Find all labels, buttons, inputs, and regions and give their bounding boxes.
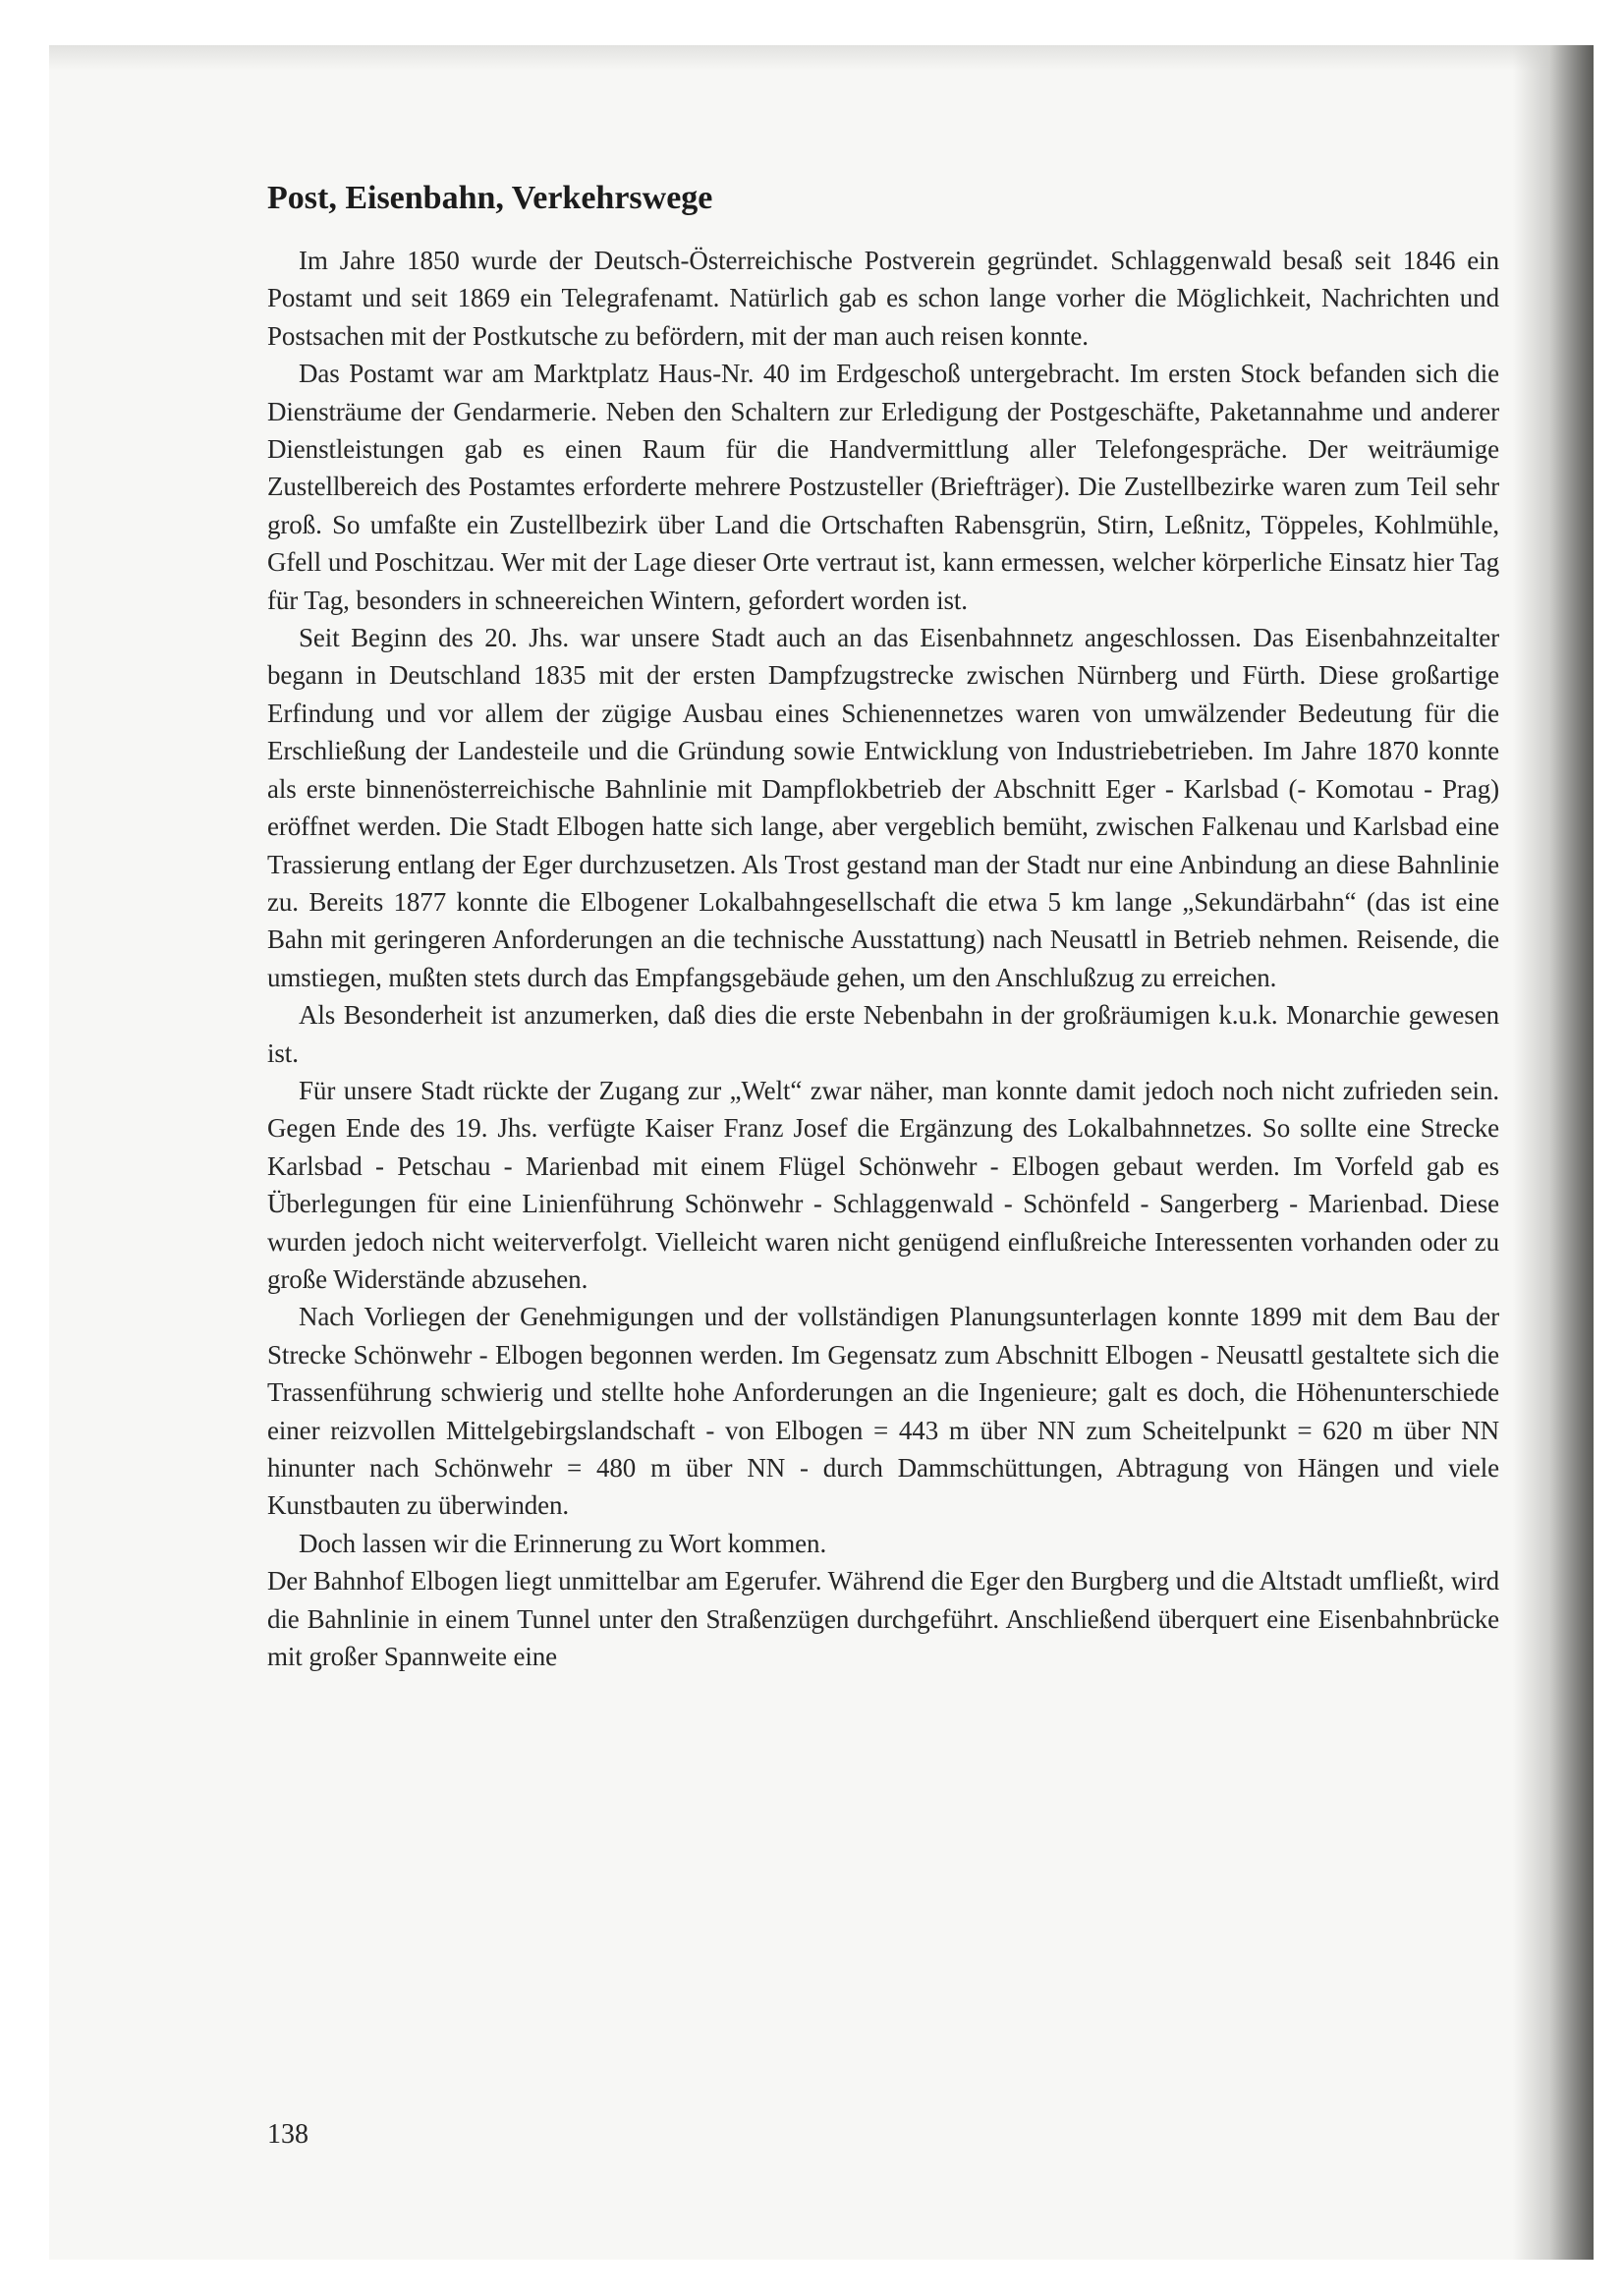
paragraph: Doch lassen wir die Erinnerung zu Wort kommen. xyxy=(299,1528,827,1558)
paragraph: Für unsere Stadt rückte der Zugang zur „Welt“ zwar näher, man konnte damit jedoch noch nicht zufrieden sein. Gegen Ende des 19. Jhs. verfügte Kaiser Franz Josef die Ergänzung des Lokalbahnnetzes. So sollte eine Strecke Karlsbad - Petschau - Marienbad mit einem Flügel Schönwehr - Elbogen gebaut werden. Im Vorfeld gab es Überlegungen für eine Linienführung Schönwehr - Schlaggenwald - Schönfeld - Sangerberg - Marienbad. Diese wurden jedoch nicht weiterverfolgt. Vielleicht waren nicht genügend einflußreiche Interessenten vorhanden oder zu große Widerstände abzusehen. xyxy=(267,1075,1499,1294)
paragraph: Der Bahnhof Elbogen liegt unmittelbar am Egerufer. Während die Eger den Burgberg und die Altstadt umfließt, wird die Bahnlinie in einem Tunnel unter den Straßenzügen durchgeführt. Anschließend überquert eine Eisenbahnbrücke mit großer Spannweite eine xyxy=(267,1566,1499,1672)
scan-top-shadow xyxy=(49,45,1594,71)
paragraph: Im Jahre 1850 wurde der Deutsch-Österreichische Postverein gegründet. Schlaggenwald besaß seit 1846 ein Postamt und seit 1869 ein Telegrafenamt. Natürlich gab es schon lange vorher die Möglichkeit, Nachrichten und Postsachen mit der Postkutsche zu befördern, mit der man auch reisen konnte. xyxy=(267,246,1499,351)
paragraph: Das Postamt war am Marktplatz Haus-Nr. 40 im Erdgeschoß untergebracht. Im ersten Stock befanden sich die Diensträume der Gendarmerie. Neben den Schaltern zur Erledigung der Postgeschäfte, Paketannahme und anderer Dienstleistungen gab es einen Raum für die Handvermittlung aller Telefongespräche. Der weiträumige Zustellbereich des Postamtes erforderte mehrere Postzusteller (Briefträger). Die Zustellbezirke waren zum Teil sehr groß. So umfaßte ein Zustellbezirk über Land die Ortschaften Rabensgrün, Stirn, Leßnitz, Töppeles, Kohlmühle, Gfell und Poschitzau. Wer mit der Lage dieser Orte vertraut ist, kann ermessen, welcher körperliche Einsatz hier Tag für Tag, besonders in schneereichen Wintern, gefordert worden ist. xyxy=(267,359,1499,615)
page-content xyxy=(267,177,1499,1675)
book-gutter-shadow xyxy=(1513,45,1594,2260)
section-heading: Post, Eisenbahn, Verkehrswege xyxy=(267,180,713,216)
body-text xyxy=(267,242,1499,1675)
paragraph: Seit Beginn des 20. Jhs. war unsere Stadt auch an das Eisenbahnnetz angeschlossen. Das Eisenbahnzeitalter begann in Deutschland 1835 mit der ersten Dampfzugstrecke zwischen Nürnberg und Fürth. Diese großartige Erfindung und vor allem der zügige Ausbau eines Schienennetzes waren von umwälzender Bedeutung für die Erschließung der Landesteile und die Gründung sowie Entwicklung von Industriebetrieben. Im Jahre 1870 konnte als erste binnenösterreichische Bahnlinie mit Dampflokbetrieb der Abschnitt Eger - Karlsbad (- Komotau - Prag) eröffnet werden. Die Stadt Elbogen hatte sich lange, aber vergeblich bemüht, zwischen Falkenau und Karlsbad eine Trassierung entlang der Eger durchzusetzen. Als Trost gestand man der Stadt nur eine Anbindung an diese Bahnlinie zu. Bereits 1877 konnte die Elbogener Lokalbahngesellschaft die etwa 5 km lange „Sekundärbahn“ (das ist eine Bahn mit geringeren Anforderungen an die technische Ausstattung) nach Neusattl in Betrieb nehmen. Reisende, die umstiegen, mußten stets durch das Empfangsgebäude gehen, um den Anschlußzug zu erreichen. xyxy=(267,623,1499,992)
paragraph: Als Besonderheit ist anzumerken, daß dies die erste Nebenbahn in der großräumigen k.u.k. Monarchie gewesen ist. xyxy=(267,1000,1499,1068)
paragraph: Nach Vorliegen der Genehmigungen und der vollständigen Planungsunterlagen konnte 1899 mit dem Bau der Strecke Schönwehr - Elbogen begonnen werden. Im Gegensatz zum Abschnitt Elbogen - Neusattl gestaltete sich die Trassenführung schwierig und stellte hohe Anforderungen an die Ingenieure; galt es doch, die Höhenunterschiede einer reizvollen Mittelgebirgslandschaft - von Elbogen = 443 m über NN zum Scheitelpunkt = 620 m über NN hinunter nach Schönwehr = 480 m über NN - durch Dammschüttungen, Abtragung von Hängen und viele Kunstbauten zu überwinden. xyxy=(267,1302,1499,1521)
page-number: 138 xyxy=(267,2119,308,2150)
